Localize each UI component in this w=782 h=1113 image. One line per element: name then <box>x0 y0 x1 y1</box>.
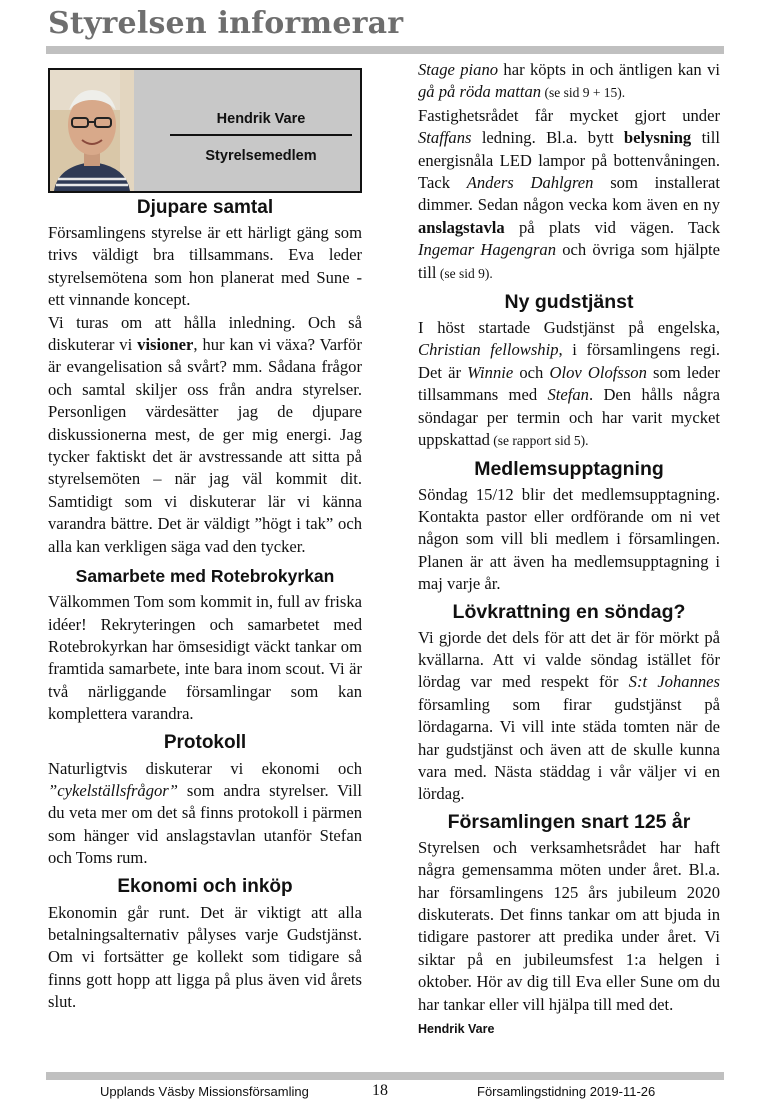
footer-publication: Församlingstidning 2019-11-26 <box>477 1084 656 1099</box>
profile-name: Hendrik Vare <box>216 111 306 127</box>
page-title: Styrelsen informerar <box>48 6 404 41</box>
profile-card <box>48 68 362 193</box>
profile-photo <box>50 70 134 191</box>
ekonomi-paragraph: Ekonomin går runt. Det är viktigt att alla betalningsalternativ pålyses varje Gudstjänst. Om vi fortsätter ge kollekt som tidigare så finns gott hopp att ligga på plus även vid årets slut. <box>48 902 362 1012</box>
page-number: 18 <box>372 1082 388 1099</box>
section-heading-djupare: Djupare samtal <box>136 197 274 218</box>
gudstjanst-paragraph: I höst startade Gudstjänst på engelska, Christian fellowship, i församlingens regi. Det är Winnie och Olov Olofsson som leder tillsammans med Stefan. Den hålls några söndagar per termin och har varit mycket uppskattad (se rapport sid 5). <box>418 318 720 450</box>
samarbete-paragraph: Välkommen Tom som kommit in, full av friska idéer! Rekryteringen och samarbetet med Rotebrokyrkan har ömsesidigt väckt tankar om framtida samarbete, inte bara inom scout. Vi är två närliggande församlingar som kan komplettera varandra. <box>48 592 362 724</box>
right-column <box>418 59 720 1040</box>
section-heading-medlem: Medlemsupptagning <box>474 457 664 480</box>
section-heading-ekonomi: Ekonomi och inköp <box>117 875 293 897</box>
djupare-paragraph-1: Församlingens styrelse är ett härligt gäng som trivs väldigt bra tillsammans. Eva leder styrelsemötena som hon planerat med Sune - ett vinnande koncept. <box>48 223 362 310</box>
fastighet-paragraph: Fastighetsrådet får mycket gjort under Staffans ledning. Bl.a. bytt belysning till energisnåla LED lampor på bottenvåningen. Tack Anders Dahlgren som installerat dimmer. Sedan någon vecka kom även en ny anslagstavla på plats vid vägen. Tack Ingemar Hagengran och övriga som hjälpte till (se sid 9). <box>418 105 721 282</box>
djupare-paragraph-2: Vi turas om att hålla inledning. Och så diskuterar vi visioner, hur kan vi växa? Varför är evangelisation så svårt? mm. Sådana frågor och samtal skiljer oss från andra styrelser. Personligen värdesätter jag de djupare diskussionerna mest, de ger mig energi. Jag tycker faktiskt det är avstressande att sitta på styrelsemöten – när jag väl kommit dit. Samtidigt som vi diskuterar lär vi känna varandra bättre. Det är väldigt ”högt i tak” och alla kan verkligen säga vad den tycker. <box>48 312 362 556</box>
left-column <box>48 68 362 1014</box>
section-heading-gudstjanst: Ny gudstjänst <box>504 291 634 314</box>
protokoll-paragraph: Naturligtvis diskuterar vi ekonomi och ”cykelställsfrågor” som andra styrelser. Vill du veta mer om det så finns protokoll i pärmen som hänger vid anslagstavlan utanför Stefan och Toms rum. <box>48 758 362 868</box>
profile-role: Styrelsemedlem <box>205 148 317 165</box>
medlem-paragraph: Söndag 15/12 blir det medlemsupptagning. Kontakta pastor eller ordförande om ni vet någon som vill bli medlem i församlingen. Planen är att även ha medlemsupptagning i maj varje år. <box>418 484 720 594</box>
author-signature: Hendrik Vare <box>418 1022 495 1037</box>
section-heading-samarbete: Samarbete med Rotebrokyrkan <box>75 566 335 587</box>
jubileum-paragraph: Styrelsen och verksamhetsrådet har haft några gemensamma möten under året. Bl.a. har församlingens 125 års jubileum 2020 diskuterats. Det finns tankar om att bjuda in tidigare pastorer att predika under året. Vi siktar på en jubileumsfest 1:a helgen i oktober. Hör av dig till Eva eller Sune om du har tankar eller vill hjälpa till med det. <box>418 837 720 1014</box>
profile-info <box>170 108 352 168</box>
stage-piano-paragraph: Stage piano har köpts in och äntligen kan vi gå på röda mattan (se sid 9 + 15). <box>418 60 721 102</box>
section-heading-lovkrattning: Lövkrattning en söndag? <box>452 600 686 623</box>
header-divider <box>46 46 724 54</box>
section-heading-jubileum: Församlingen snart 125 år <box>447 810 691 833</box>
footer-organization: Upplands Väsby Missionsförsamling <box>100 1084 309 1099</box>
lovkrattning-paragraph: Vi gjorde det dels för att det är för mörkt på kvällarna. Att vi valde söndag istället för lördag var med respekt för S:t Johannes församling som firar gudstjänst på lördagarna. Vi vill inte städa tomten när de har gudstjänst och även att de skulle kunna vara med. Nästa städdag i vår väljer vi en lördag. <box>418 627 720 804</box>
footer-divider <box>46 1072 724 1080</box>
section-heading-protokoll: Protokoll <box>163 731 247 753</box>
name-underline <box>170 134 352 136</box>
